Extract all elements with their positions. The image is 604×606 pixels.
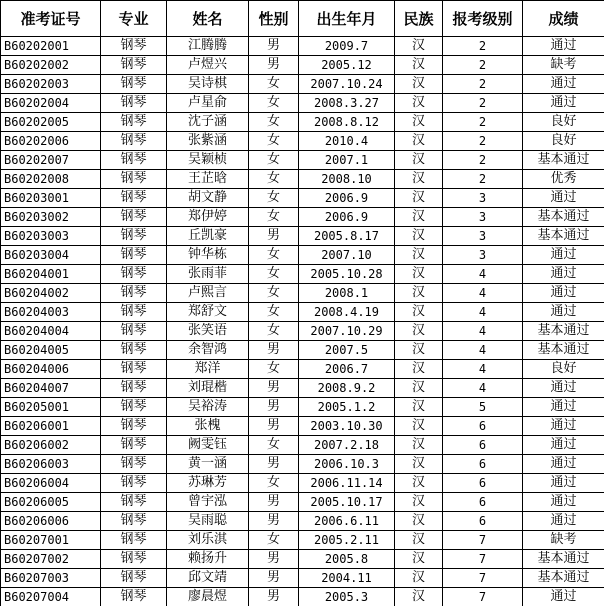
cell-result: 通过 (523, 417, 604, 436)
header-gender: 性别 (249, 1, 299, 37)
cell-birth-date: 2005.8.17 (299, 227, 395, 246)
table-row (1, 284, 604, 303)
cell-gender: 男 (249, 398, 299, 417)
table-row (1, 569, 604, 588)
header-result: 成绩 (523, 1, 604, 37)
cell-exam-id: B60205001 (1, 398, 101, 417)
cell-result: 缺考 (523, 56, 604, 75)
cell-exam-level: 5 (443, 398, 523, 417)
cell-name: 丘凯豪 (167, 227, 249, 246)
cell-birth-date: 2007.10.24 (299, 75, 395, 94)
cell-exam-level: 6 (443, 474, 523, 493)
cell-exam-level: 2 (443, 170, 523, 189)
cell-exam-level: 4 (443, 303, 523, 322)
cell-result: 通过 (523, 455, 604, 474)
cell-result: 良好 (523, 132, 604, 151)
cell-ethnicity: 汉 (395, 189, 443, 208)
cell-ethnicity: 汉 (395, 151, 443, 170)
cell-major: 钢琴 (101, 75, 167, 94)
cell-name: 吴雨聪 (167, 512, 249, 531)
cell-exam-level: 3 (443, 189, 523, 208)
cell-birth-date: 2005.10.28 (299, 265, 395, 284)
cell-ethnicity: 汉 (395, 246, 443, 265)
cell-gender: 女 (249, 322, 299, 341)
cell-gender: 男 (249, 56, 299, 75)
cell-major: 钢琴 (101, 341, 167, 360)
cell-gender: 女 (249, 208, 299, 227)
table-row (1, 322, 604, 341)
cell-exam-id: B60202004 (1, 94, 101, 113)
cell-gender: 男 (249, 493, 299, 512)
cell-exam-id: B60202001 (1, 37, 101, 56)
cell-major: 钢琴 (101, 322, 167, 341)
cell-gender: 女 (249, 170, 299, 189)
header-name: 姓名 (167, 1, 249, 37)
cell-name: 郑伊婷 (167, 208, 249, 227)
cell-birth-date: 2005.3 (299, 588, 395, 606)
cell-exam-id: B60206002 (1, 436, 101, 455)
cell-name: 郑舒文 (167, 303, 249, 322)
cell-exam-id: B60207004 (1, 588, 101, 606)
cell-name: 刘琨楷 (167, 379, 249, 398)
cell-exam-id: B60204006 (1, 360, 101, 379)
cell-gender: 男 (249, 569, 299, 588)
cell-exam-level: 2 (443, 56, 523, 75)
table-row (1, 550, 604, 569)
cell-ethnicity: 汉 (395, 360, 443, 379)
cell-exam-id: B60202007 (1, 151, 101, 170)
cell-ethnicity: 汉 (395, 284, 443, 303)
cell-exam-id: B60207001 (1, 531, 101, 550)
cell-exam-level: 7 (443, 531, 523, 550)
cell-birth-date: 2006.9 (299, 189, 395, 208)
cell-ethnicity: 汉 (395, 588, 443, 606)
cell-exam-level: 3 (443, 246, 523, 265)
cell-result: 基本通过 (523, 151, 604, 170)
cell-name: 钟华栋 (167, 246, 249, 265)
table-row (1, 379, 604, 398)
cell-exam-id: B60203001 (1, 189, 101, 208)
cell-result: 通过 (523, 474, 604, 493)
cell-exam-id: B60202005 (1, 113, 101, 132)
cell-exam-id: B60207002 (1, 550, 101, 569)
cell-major: 钢琴 (101, 398, 167, 417)
cell-birth-date: 2006.10.3 (299, 455, 395, 474)
cell-result: 通过 (523, 588, 604, 606)
cell-result: 通过 (523, 246, 604, 265)
cell-name: 卢熙言 (167, 284, 249, 303)
cell-exam-id: B60204004 (1, 322, 101, 341)
table-row (1, 398, 604, 417)
cell-major: 钢琴 (101, 265, 167, 284)
cell-name: 张雨菲 (167, 265, 249, 284)
cell-result: 良好 (523, 113, 604, 132)
cell-major: 钢琴 (101, 531, 167, 550)
cell-exam-id: B60206004 (1, 474, 101, 493)
cell-exam-level: 4 (443, 265, 523, 284)
cell-major: 钢琴 (101, 189, 167, 208)
cell-result: 通过 (523, 379, 604, 398)
cell-birth-date: 2005.12 (299, 56, 395, 75)
cell-result: 通过 (523, 37, 604, 56)
cell-exam-id: B60203003 (1, 227, 101, 246)
cell-major: 钢琴 (101, 284, 167, 303)
cell-major: 钢琴 (101, 474, 167, 493)
cell-name: 苏琳芳 (167, 474, 249, 493)
cell-major: 钢琴 (101, 436, 167, 455)
cell-name: 吴颖桢 (167, 151, 249, 170)
cell-name: 江腾腾 (167, 37, 249, 56)
header-exam-id: 准考证号 (1, 1, 101, 37)
cell-name: 邱文靖 (167, 569, 249, 588)
cell-gender: 女 (249, 94, 299, 113)
cell-ethnicity: 汉 (395, 417, 443, 436)
cell-exam-level: 4 (443, 360, 523, 379)
table-row (1, 265, 604, 284)
cell-exam-id: B60203004 (1, 246, 101, 265)
cell-ethnicity: 汉 (395, 132, 443, 151)
cell-major: 钢琴 (101, 208, 167, 227)
cell-ethnicity: 汉 (395, 227, 443, 246)
cell-birth-date: 2004.11 (299, 569, 395, 588)
cell-name: 张紫涵 (167, 132, 249, 151)
cell-major: 钢琴 (101, 151, 167, 170)
cell-ethnicity: 汉 (395, 398, 443, 417)
cell-result: 基本通过 (523, 341, 604, 360)
cell-gender: 女 (249, 474, 299, 493)
cell-ethnicity: 汉 (395, 322, 443, 341)
cell-exam-level: 7 (443, 550, 523, 569)
cell-result: 基本通过 (523, 227, 604, 246)
cell-exam-level: 2 (443, 94, 523, 113)
table-row (1, 208, 604, 227)
cell-exam-level: 6 (443, 512, 523, 531)
table-row (1, 151, 604, 170)
cell-major: 钢琴 (101, 37, 167, 56)
cell-ethnicity: 汉 (395, 436, 443, 455)
cell-result: 通过 (523, 493, 604, 512)
cell-gender: 男 (249, 341, 299, 360)
cell-ethnicity: 汉 (395, 75, 443, 94)
cell-name: 黄一涵 (167, 455, 249, 474)
header-ethnicity: 民族 (395, 1, 443, 37)
cell-major: 钢琴 (101, 113, 167, 132)
cell-ethnicity: 汉 (395, 474, 443, 493)
cell-result: 缺考 (523, 531, 604, 550)
cell-result: 优秀 (523, 170, 604, 189)
cell-exam-level: 2 (443, 75, 523, 94)
cell-birth-date: 2008.1 (299, 284, 395, 303)
table-row (1, 189, 604, 208)
cell-ethnicity: 汉 (395, 94, 443, 113)
cell-exam-id: B60206001 (1, 417, 101, 436)
cell-ethnicity: 汉 (395, 493, 443, 512)
cell-major: 钢琴 (101, 303, 167, 322)
table-row (1, 474, 604, 493)
cell-gender: 女 (249, 151, 299, 170)
cell-birth-date: 2007.2.18 (299, 436, 395, 455)
cell-exam-level: 4 (443, 284, 523, 303)
cell-gender: 女 (249, 132, 299, 151)
table-row (1, 132, 604, 151)
cell-major: 钢琴 (101, 360, 167, 379)
cell-exam-id: B60202008 (1, 170, 101, 189)
cell-birth-date: 2007.10.29 (299, 322, 395, 341)
cell-ethnicity: 汉 (395, 56, 443, 75)
cell-name: 吴诗棋 (167, 75, 249, 94)
cell-major: 钢琴 (101, 417, 167, 436)
cell-name: 沈子涵 (167, 113, 249, 132)
table-row (1, 303, 604, 322)
cell-birth-date: 2006.11.14 (299, 474, 395, 493)
cell-gender: 男 (249, 588, 299, 606)
cell-exam-level: 2 (443, 151, 523, 170)
header-major: 专业 (101, 1, 167, 37)
cell-gender: 女 (249, 360, 299, 379)
table-row (1, 37, 604, 56)
cell-birth-date: 2008.4.19 (299, 303, 395, 322)
cell-name: 曾宇泓 (167, 493, 249, 512)
cell-result: 通过 (523, 265, 604, 284)
cell-exam-id: B60204005 (1, 341, 101, 360)
table-row (1, 94, 604, 113)
table-row (1, 417, 604, 436)
table-row (1, 227, 604, 246)
cell-gender: 男 (249, 227, 299, 246)
cell-exam-level: 2 (443, 37, 523, 56)
cell-exam-level: 4 (443, 322, 523, 341)
cell-exam-level: 6 (443, 493, 523, 512)
table-row (1, 56, 604, 75)
cell-exam-id: B60202006 (1, 132, 101, 151)
cell-birth-date: 2010.4 (299, 132, 395, 151)
cell-birth-date: 2009.7 (299, 37, 395, 56)
cell-result: 通过 (523, 94, 604, 113)
cell-exam-level: 4 (443, 379, 523, 398)
table-row (1, 246, 604, 265)
cell-major: 钢琴 (101, 132, 167, 151)
table-row (1, 75, 604, 94)
cell-major: 钢琴 (101, 56, 167, 75)
cell-exam-level: 6 (443, 455, 523, 474)
table-row (1, 455, 604, 474)
cell-name: 王芷晗 (167, 170, 249, 189)
cell-exam-id: B60206005 (1, 493, 101, 512)
cell-ethnicity: 汉 (395, 113, 443, 132)
cell-birth-date: 2005.2.11 (299, 531, 395, 550)
cell-ethnicity: 汉 (395, 170, 443, 189)
cell-birth-date: 2007.1 (299, 151, 395, 170)
table-row (1, 531, 604, 550)
cell-name: 阙雯钰 (167, 436, 249, 455)
cell-gender: 女 (249, 189, 299, 208)
cell-ethnicity: 汉 (395, 531, 443, 550)
cell-ethnicity: 汉 (395, 550, 443, 569)
cell-name: 卢煜兴 (167, 56, 249, 75)
cell-gender: 女 (249, 531, 299, 550)
cell-result: 通过 (523, 398, 604, 417)
cell-exam-level: 6 (443, 417, 523, 436)
table-row (1, 493, 604, 512)
cell-result: 良好 (523, 360, 604, 379)
cell-name: 吴裕涛 (167, 398, 249, 417)
cell-birth-date: 2008.3.27 (299, 94, 395, 113)
cell-ethnicity: 汉 (395, 569, 443, 588)
cell-result: 基本通过 (523, 569, 604, 588)
table-row (1, 113, 604, 132)
cell-major: 钢琴 (101, 246, 167, 265)
cell-gender: 男 (249, 37, 299, 56)
cell-birth-date: 2006.6.11 (299, 512, 395, 531)
cell-major: 钢琴 (101, 227, 167, 246)
cell-exam-level: 3 (443, 227, 523, 246)
cell-exam-id: B60204007 (1, 379, 101, 398)
table-row (1, 588, 604, 606)
cell-gender: 男 (249, 379, 299, 398)
cell-major: 钢琴 (101, 94, 167, 113)
cell-result: 基本通过 (523, 550, 604, 569)
cell-ethnicity: 汉 (395, 208, 443, 227)
cell-major: 钢琴 (101, 493, 167, 512)
cell-exam-id: B60202003 (1, 75, 101, 94)
cell-gender: 男 (249, 417, 299, 436)
table-row (1, 512, 604, 531)
cell-exam-id: B60202002 (1, 56, 101, 75)
cell-ethnicity: 汉 (395, 37, 443, 56)
cell-birth-date: 2005.8 (299, 550, 395, 569)
table-row (1, 436, 604, 455)
cell-result: 通过 (523, 512, 604, 531)
cell-result: 通过 (523, 303, 604, 322)
cell-name: 张槐 (167, 417, 249, 436)
cell-ethnicity: 汉 (395, 303, 443, 322)
cell-exam-id: B60204002 (1, 284, 101, 303)
cell-birth-date: 2008.8.12 (299, 113, 395, 132)
cell-major: 钢琴 (101, 170, 167, 189)
cell-major: 钢琴 (101, 379, 167, 398)
cell-gender: 女 (249, 265, 299, 284)
cell-ethnicity: 汉 (395, 512, 443, 531)
cell-name: 余智鸿 (167, 341, 249, 360)
cell-exam-level: 2 (443, 132, 523, 151)
cell-gender: 女 (249, 246, 299, 265)
cell-gender: 男 (249, 512, 299, 531)
cell-major: 钢琴 (101, 569, 167, 588)
cell-major: 钢琴 (101, 455, 167, 474)
cell-exam-id: B60204003 (1, 303, 101, 322)
cell-name: 郑洋 (167, 360, 249, 379)
cell-name: 卢星俞 (167, 94, 249, 113)
cell-result: 通过 (523, 75, 604, 94)
cell-gender: 女 (249, 75, 299, 94)
cell-exam-id: B60207003 (1, 569, 101, 588)
cell-exam-id: B60206006 (1, 512, 101, 531)
cell-birth-date: 2006.9 (299, 208, 395, 227)
cell-birth-date: 2008.9.2 (299, 379, 395, 398)
header-row (1, 1, 604, 37)
table-row (1, 360, 604, 379)
cell-exam-id: B60203002 (1, 208, 101, 227)
cell-ethnicity: 汉 (395, 265, 443, 284)
cell-birth-date: 2006.7 (299, 360, 395, 379)
table-row (1, 170, 604, 189)
cell-name: 张笑语 (167, 322, 249, 341)
header-birth-date: 出生年月 (299, 1, 395, 37)
cell-gender: 女 (249, 284, 299, 303)
cell-exam-level: 6 (443, 436, 523, 455)
cell-birth-date: 2007.10 (299, 246, 395, 265)
cell-name: 赖扬升 (167, 550, 249, 569)
cell-exam-id: B60206003 (1, 455, 101, 474)
cell-exam-level: 3 (443, 208, 523, 227)
cell-gender: 女 (249, 436, 299, 455)
cell-name: 胡文静 (167, 189, 249, 208)
cell-exam-id: B60204001 (1, 265, 101, 284)
table-row (1, 341, 604, 360)
cell-gender: 女 (249, 113, 299, 132)
cell-name: 刘乐淇 (167, 531, 249, 550)
cell-result: 通过 (523, 189, 604, 208)
cell-exam-level: 7 (443, 588, 523, 606)
cell-major: 钢琴 (101, 550, 167, 569)
cell-result: 基本通过 (523, 322, 604, 341)
cell-gender: 男 (249, 550, 299, 569)
cell-exam-level: 2 (443, 113, 523, 132)
cell-major: 钢琴 (101, 588, 167, 606)
cell-gender: 女 (249, 303, 299, 322)
table-body (1, 37, 604, 606)
cell-birth-date: 2005.10.17 (299, 493, 395, 512)
cell-birth-date: 2008.10 (299, 170, 395, 189)
cell-exam-level: 7 (443, 569, 523, 588)
cell-gender: 男 (249, 455, 299, 474)
cell-result: 通过 (523, 436, 604, 455)
cell-result: 通过 (523, 284, 604, 303)
cell-exam-level: 4 (443, 341, 523, 360)
cell-ethnicity: 汉 (395, 341, 443, 360)
cell-birth-date: 2003.10.30 (299, 417, 395, 436)
cell-ethnicity: 汉 (395, 455, 443, 474)
cell-major: 钢琴 (101, 512, 167, 531)
cell-birth-date: 2007.5 (299, 341, 395, 360)
cell-ethnicity: 汉 (395, 379, 443, 398)
cell-result: 基本通过 (523, 208, 604, 227)
cell-name: 廖晨煜 (167, 588, 249, 606)
cell-birth-date: 2005.1.2 (299, 398, 395, 417)
header-exam-level: 报考级别 (443, 1, 523, 37)
